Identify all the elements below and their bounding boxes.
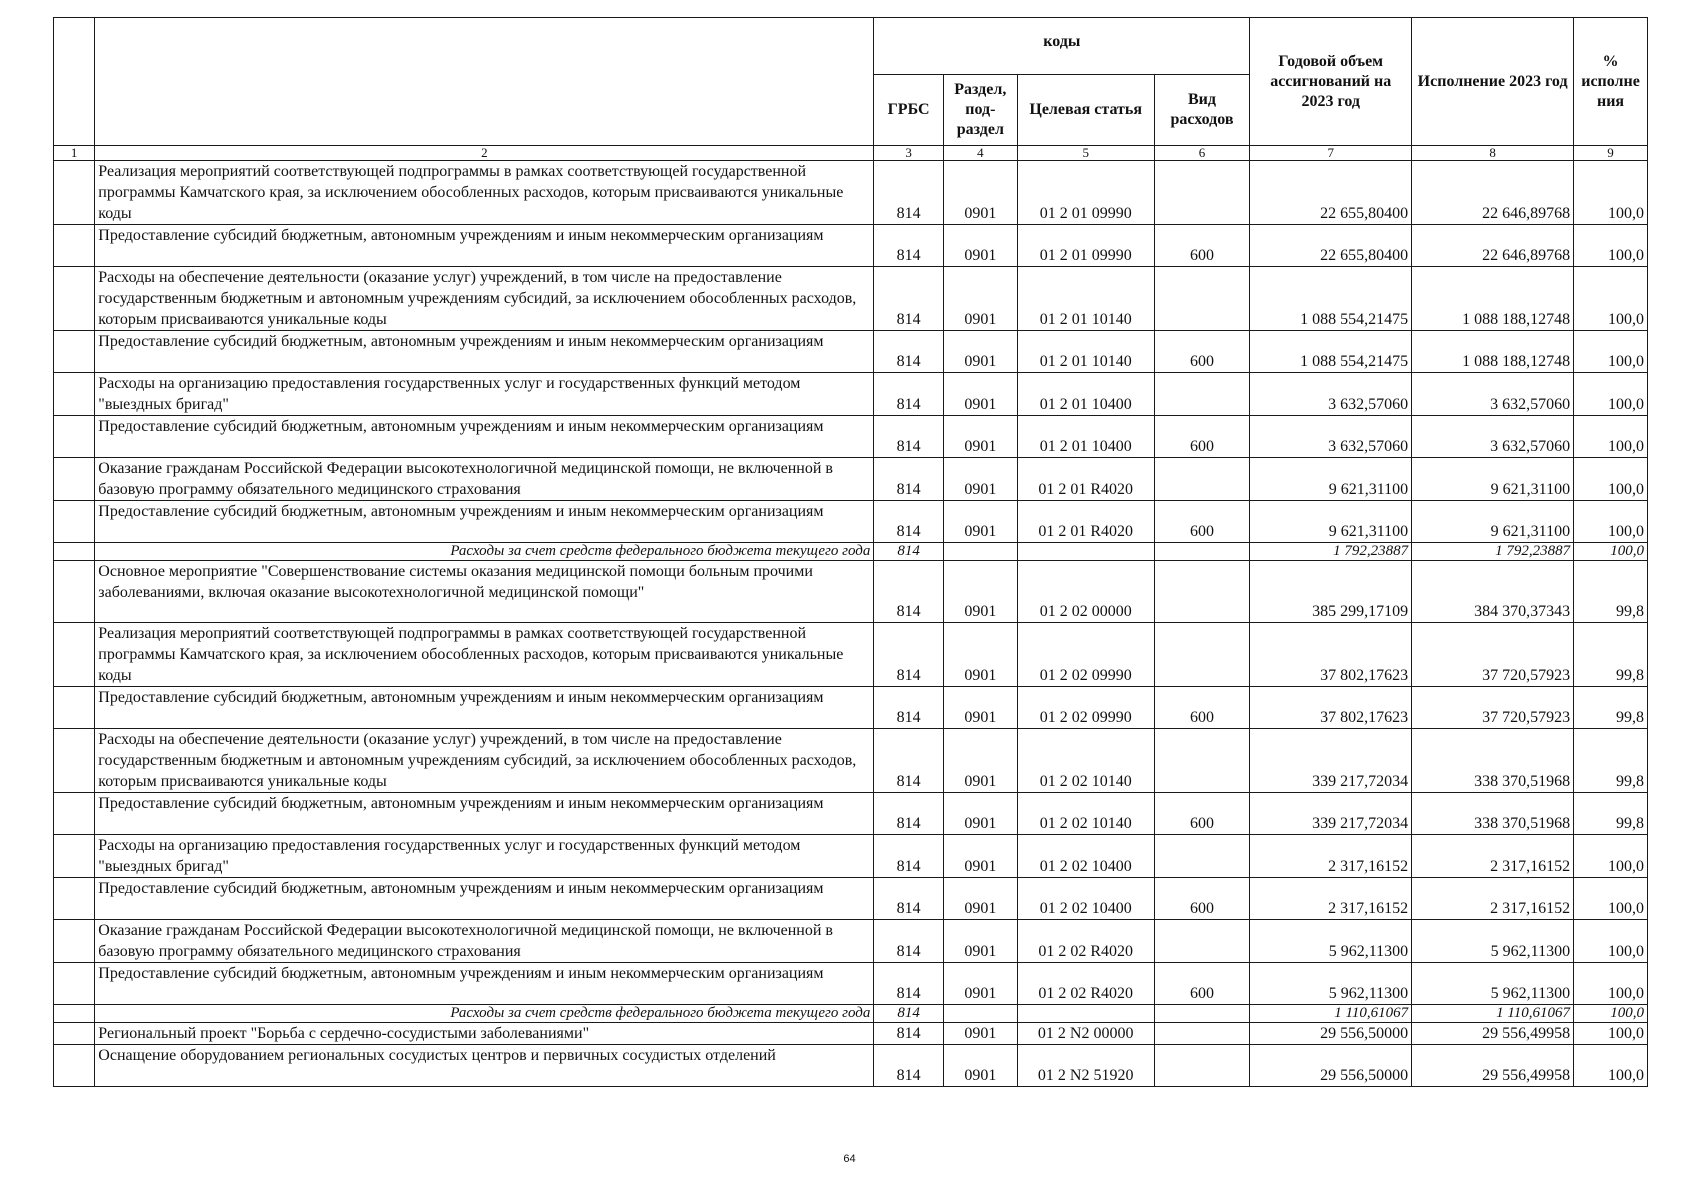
- expense-type-code: 600: [1154, 501, 1250, 543]
- target-code: 01 2 01 09990: [1017, 161, 1154, 225]
- header-codes: коды: [874, 18, 1250, 75]
- column-number: 2: [95, 146, 874, 161]
- table-row: [54, 161, 1648, 225]
- table-body: [54, 161, 1648, 1087]
- percent-value: 100,0: [1574, 331, 1648, 373]
- execution-value: 22 646,89768: [1412, 225, 1574, 267]
- section-code: 0901: [943, 501, 1017, 543]
- execution-value: 22 646,89768: [1412, 161, 1574, 225]
- annual-volume-value: 3 632,57060: [1250, 416, 1412, 458]
- column-number: 7: [1250, 146, 1412, 161]
- grbs-code: 814: [874, 920, 944, 963]
- table-row: [54, 729, 1648, 793]
- execution-value: 1 792,23887: [1412, 543, 1574, 561]
- expense-type-code: 600: [1154, 331, 1250, 373]
- item-name: Реализация мероприятий соответствующей подпрограммы в рамках соответствующей государственной программы Камчатского края, за исключением обособленных расходов, которым присваиваются уникальные коды: [95, 623, 874, 687]
- section-code: 0901: [943, 267, 1017, 331]
- annual-volume-value: 1 088 554,21475: [1250, 267, 1412, 331]
- annual-volume-value: 1 088 554,21475: [1250, 331, 1412, 373]
- grbs-code: 814: [874, 373, 944, 416]
- table-row: [54, 225, 1648, 267]
- execution-value: 1 088 188,12748: [1412, 331, 1574, 373]
- grbs-code: 814: [874, 687, 944, 729]
- target-code: 01 2 01 10140: [1017, 267, 1154, 331]
- grbs-code: 814: [874, 793, 944, 835]
- grbs-code: 814: [874, 835, 944, 878]
- item-name: Расходы за счет средств федерального бюджета текущего года: [95, 543, 874, 561]
- annual-volume-value: 5 962,11300: [1250, 920, 1412, 963]
- header-expense-type: Вид расходов: [1154, 75, 1250, 146]
- column-number: 3: [874, 146, 944, 161]
- section-code: 0901: [943, 331, 1017, 373]
- section-code: 0901: [943, 878, 1017, 920]
- section-code: 0901: [943, 793, 1017, 835]
- target-code: 01 2 01 10400: [1017, 416, 1154, 458]
- table-row: [54, 835, 1648, 878]
- row-number-cell: [54, 793, 95, 835]
- expense-type-code: [1154, 920, 1250, 963]
- execution-value: 338 370,51968: [1412, 793, 1574, 835]
- target-code: 01 2 02 R4020: [1017, 920, 1154, 963]
- header-name-cell: [95, 18, 874, 146]
- federal-budget-row: [54, 543, 1648, 561]
- table-row: [54, 920, 1648, 963]
- section-code: 0901: [943, 416, 1017, 458]
- header-blank-cell: [54, 18, 95, 146]
- item-name: Реализация мероприятий соответствующей подпрограммы в рамках соответствующей государственной программы Камчатского края, за исключением обособленных расходов, которым присваиваются уникальные коды: [95, 161, 874, 225]
- execution-value: 5 962,11300: [1412, 963, 1574, 1005]
- target-code: 01 2 02 10400: [1017, 878, 1154, 920]
- execution-value: 5 962,11300: [1412, 920, 1574, 963]
- table-row: [54, 878, 1648, 920]
- percent-value: 100,0: [1574, 1005, 1648, 1023]
- page-number: 64: [843, 1153, 856, 1165]
- table-row: [54, 687, 1648, 729]
- target-code: 01 2 02 10140: [1017, 793, 1154, 835]
- grbs-code: 814: [874, 1005, 944, 1023]
- annual-volume-value: 2 317,16152: [1250, 835, 1412, 878]
- table-row: [54, 1045, 1648, 1087]
- section-code: 0901: [943, 729, 1017, 793]
- target-code: 01 2 01 09990: [1017, 225, 1154, 267]
- execution-value: 37 720,57923: [1412, 687, 1574, 729]
- percent-value: 99,8: [1574, 623, 1648, 687]
- column-number: 6: [1154, 146, 1250, 161]
- table-row: [54, 267, 1648, 331]
- expense-type-code: [1154, 373, 1250, 416]
- expense-type-code: 600: [1154, 416, 1250, 458]
- target-code: [1017, 1005, 1154, 1023]
- percent-value: 100,0: [1574, 1023, 1648, 1045]
- execution-value: 2 317,16152: [1412, 878, 1574, 920]
- expense-type-code: 600: [1154, 793, 1250, 835]
- table-row: [54, 963, 1648, 1005]
- annual-volume-value: 29 556,50000: [1250, 1023, 1412, 1045]
- row-number-cell: [54, 1023, 95, 1045]
- item-name: Расходы на организацию предоставления государственных услуг и государственных функций методом "выездных бригад": [95, 835, 874, 878]
- section-code: 0901: [943, 623, 1017, 687]
- column-number: 1: [54, 146, 95, 161]
- percent-value: 100,0: [1574, 963, 1648, 1005]
- grbs-code: 814: [874, 963, 944, 1005]
- target-code: 01 2 01 R4020: [1017, 501, 1154, 543]
- annual-volume-value: 22 655,80400: [1250, 225, 1412, 267]
- target-code: 01 2 N2 51920: [1017, 1045, 1154, 1087]
- annual-volume-value: 3 632,57060: [1250, 373, 1412, 416]
- section-code: 0901: [943, 561, 1017, 623]
- item-name: Расходы за счет средств федерального бюджета текущего года: [95, 1005, 874, 1023]
- expense-type-code: [1154, 1023, 1250, 1045]
- section-code: 0901: [943, 1045, 1017, 1087]
- grbs-code: 814: [874, 267, 944, 331]
- annual-volume-value: 339 217,72034: [1250, 793, 1412, 835]
- section-code: 0901: [943, 920, 1017, 963]
- section-code: 0901: [943, 458, 1017, 501]
- section-code: 0901: [943, 161, 1017, 225]
- expense-type-code: [1154, 1045, 1250, 1087]
- item-name: Расходы на организацию предоставления государственных услуг и государственных функций методом "выездных бригад": [95, 373, 874, 416]
- grbs-code: 814: [874, 623, 944, 687]
- percent-value: 100,0: [1574, 543, 1648, 561]
- table-row: [54, 458, 1648, 501]
- expense-type-code: 600: [1154, 878, 1250, 920]
- item-name: Расходы на обеспечение деятельности (оказание услуг) учреждений, в том числе на предоставление государственным бюджетным и автономным учреждениям субсидий, за исключением обособленных расходов, которым присваиваются уникальные коды: [95, 729, 874, 793]
- percent-value: 100,0: [1574, 835, 1648, 878]
- grbs-code: 814: [874, 501, 944, 543]
- execution-value: 338 370,51968: [1412, 729, 1574, 793]
- percent-value: 100,0: [1574, 920, 1648, 963]
- annual-volume-value: 5 962,11300: [1250, 963, 1412, 1005]
- header-annual-volume: Годовой объем ассигнований на 2023 год: [1250, 18, 1412, 146]
- percent-value: 100,0: [1574, 373, 1648, 416]
- execution-value: 384 370,37343: [1412, 561, 1574, 623]
- section-code: 0901: [943, 963, 1017, 1005]
- section-code: [943, 1005, 1017, 1023]
- grbs-code: 814: [874, 331, 944, 373]
- table-row: [54, 331, 1648, 373]
- annual-volume-value: 29 556,50000: [1250, 1045, 1412, 1087]
- section-code: [943, 543, 1017, 561]
- header-execution: Исполнение 2023 год: [1412, 18, 1574, 146]
- execution-value: 9 621,31100: [1412, 458, 1574, 501]
- row-number-cell: [54, 501, 95, 543]
- expense-type-code: 600: [1154, 963, 1250, 1005]
- row-number-cell: [54, 225, 95, 267]
- annual-volume-value: 339 217,72034: [1250, 729, 1412, 793]
- execution-value: 2 317,16152: [1412, 835, 1574, 878]
- federal-budget-row: [54, 1005, 1648, 1023]
- row-number-cell: [54, 161, 95, 225]
- execution-value: 37 720,57923: [1412, 623, 1574, 687]
- target-code: 01 2 01 10400: [1017, 373, 1154, 416]
- percent-value: 99,8: [1574, 793, 1648, 835]
- target-code: 01 2 N2 00000: [1017, 1023, 1154, 1045]
- item-name: Основное мероприятие "Совершенствование системы оказания медицинской помощи больным прочими заболеваниями, включая оказание высокотехнологичной медицинской помощи": [95, 561, 874, 623]
- row-number-cell: [54, 1005, 95, 1023]
- annual-volume-value: 22 655,80400: [1250, 161, 1412, 225]
- section-code: 0901: [943, 373, 1017, 416]
- execution-value: 3 632,57060: [1412, 416, 1574, 458]
- percent-value: 100,0: [1574, 1045, 1648, 1087]
- header-grbs: ГРБС: [874, 75, 944, 146]
- section-code: 0901: [943, 835, 1017, 878]
- target-code: 01 2 01 10140: [1017, 331, 1154, 373]
- target-code: 01 2 02 09990: [1017, 687, 1154, 729]
- item-name: Предоставление субсидий бюджетным, автономным учреждениям и иным некоммерческим организациям: [95, 331, 874, 373]
- item-name: Предоставление субсидий бюджетным, автономным учреждениям и иным некоммерческим организациям: [95, 501, 874, 543]
- item-name: Региональный проект "Борьба с сердечно-сосудистыми заболеваниями": [95, 1023, 874, 1045]
- expense-type-code: [1154, 543, 1250, 561]
- target-code: [1017, 543, 1154, 561]
- table-row: [54, 373, 1648, 416]
- row-number-cell: [54, 878, 95, 920]
- expense-type-code: [1154, 1005, 1250, 1023]
- row-number-cell: [54, 920, 95, 963]
- grbs-code: 814: [874, 416, 944, 458]
- target-code: 01 2 02 10400: [1017, 835, 1154, 878]
- percent-value: 99,8: [1574, 561, 1648, 623]
- table-row: [54, 1023, 1648, 1045]
- percent-value: 100,0: [1574, 225, 1648, 267]
- item-name: Предоставление субсидий бюджетным, автономным учреждениям и иным некоммерческим организациям: [95, 878, 874, 920]
- header-row-top: [54, 18, 1648, 75]
- row-number-cell: [54, 267, 95, 331]
- target-code: 01 2 02 09990: [1017, 623, 1154, 687]
- row-number-cell: [54, 1045, 95, 1087]
- annual-volume-value: 1 792,23887: [1250, 543, 1412, 561]
- row-number-cell: [54, 729, 95, 793]
- section-code: 0901: [943, 687, 1017, 729]
- column-number: 5: [1017, 146, 1154, 161]
- expense-type-code: [1154, 729, 1250, 793]
- budget-execution-table: [53, 17, 1648, 1087]
- annual-volume-value: 385 299,17109: [1250, 561, 1412, 623]
- item-name: Предоставление субсидий бюджетным, автономным учреждениям и иным некоммерческим организациям: [95, 416, 874, 458]
- annual-volume-value: 37 802,17623: [1250, 623, 1412, 687]
- row-number-cell: [54, 416, 95, 458]
- grbs-code: 814: [874, 161, 944, 225]
- column-numbers-row: [54, 146, 1648, 161]
- row-number-cell: [54, 458, 95, 501]
- column-number: 4: [943, 146, 1017, 161]
- execution-value: 1 110,61067: [1412, 1005, 1574, 1023]
- table-row: [54, 561, 1648, 623]
- execution-value: 29 556,49958: [1412, 1023, 1574, 1045]
- expense-type-code: 600: [1154, 687, 1250, 729]
- header-section: Раздел, под-раздел: [943, 75, 1017, 146]
- expense-type-code: [1154, 835, 1250, 878]
- grbs-code: 814: [874, 729, 944, 793]
- item-name: Предоставление субсидий бюджетным, автономным учреждениям и иным некоммерческим организациям: [95, 793, 874, 835]
- row-number-cell: [54, 623, 95, 687]
- row-number-cell: [54, 331, 95, 373]
- column-number: 9: [1574, 146, 1648, 161]
- percent-value: 100,0: [1574, 458, 1648, 501]
- section-code: 0901: [943, 1023, 1017, 1045]
- header-percent: % исполне ния: [1574, 18, 1648, 146]
- table-row: [54, 501, 1648, 543]
- row-number-cell: [54, 373, 95, 416]
- percent-value: 100,0: [1574, 267, 1648, 331]
- percent-value: 100,0: [1574, 501, 1648, 543]
- item-name: Предоставление субсидий бюджетным, автономным учреждениям и иным некоммерческим организациям: [95, 225, 874, 267]
- expense-type-code: [1154, 161, 1250, 225]
- annual-volume-value: 2 317,16152: [1250, 878, 1412, 920]
- item-name: Расходы на обеспечение деятельности (оказание услуг) учреждений, в том числе на предоставление государственным бюджетным и автономным учреждениям субсидий, за исключением обособленных расходов, которым присваиваются уникальные коды: [95, 267, 874, 331]
- execution-value: 9 621,31100: [1412, 501, 1574, 543]
- item-name: Оказание гражданам Российской Федерации высокотехнологичной медицинской помощи, не включенной в базовую программу обязательного медицинского страхования: [95, 920, 874, 963]
- grbs-code: 814: [874, 878, 944, 920]
- percent-value: 100,0: [1574, 416, 1648, 458]
- row-number-cell: [54, 835, 95, 878]
- grbs-code: 814: [874, 225, 944, 267]
- annual-volume-value: 37 802,17623: [1250, 687, 1412, 729]
- percent-value: 99,8: [1574, 687, 1648, 729]
- percent-value: 100,0: [1574, 878, 1648, 920]
- table-row: [54, 416, 1648, 458]
- percent-value: 100,0: [1574, 161, 1648, 225]
- annual-volume-value: 1 110,61067: [1250, 1005, 1412, 1023]
- item-name: Оказание гражданам Российской Федерации высокотехнологичной медицинской помощи, не включенной в базовую программу обязательного медицинского страхования: [95, 458, 874, 501]
- expense-type-code: [1154, 267, 1250, 331]
- row-number-cell: [54, 543, 95, 561]
- item-name: Предоставление субсидий бюджетным, автономным учреждениям и иным некоммерческим организациям: [95, 963, 874, 1005]
- grbs-code: 814: [874, 543, 944, 561]
- target-code: 01 2 02 10140: [1017, 729, 1154, 793]
- annual-volume-value: 9 621,31100: [1250, 501, 1412, 543]
- grbs-code: 814: [874, 458, 944, 501]
- execution-value: 3 632,57060: [1412, 373, 1574, 416]
- execution-value: 1 088 188,12748: [1412, 267, 1574, 331]
- header-target-item: Целевая статья: [1017, 75, 1154, 146]
- percent-value: 99,8: [1574, 729, 1648, 793]
- expense-type-code: [1154, 623, 1250, 687]
- table-row: [54, 793, 1648, 835]
- row-number-cell: [54, 687, 95, 729]
- target-code: 01 2 01 R4020: [1017, 458, 1154, 501]
- target-code: 01 2 02 R4020: [1017, 963, 1154, 1005]
- grbs-code: 814: [874, 1045, 944, 1087]
- annual-volume-value: 9 621,31100: [1250, 458, 1412, 501]
- execution-value: 29 556,49958: [1412, 1045, 1574, 1087]
- row-number-cell: [54, 963, 95, 1005]
- expense-type-code: 600: [1154, 225, 1250, 267]
- expense-type-code: [1154, 458, 1250, 501]
- grbs-code: 814: [874, 561, 944, 623]
- column-number: 8: [1412, 146, 1574, 161]
- item-name: Оснащение оборудованием региональных сосудистых центров и первичных сосудистых отделений: [95, 1045, 874, 1087]
- grbs-code: 814: [874, 1023, 944, 1045]
- table-row: [54, 623, 1648, 687]
- expense-type-code: [1154, 561, 1250, 623]
- row-number-cell: [54, 561, 95, 623]
- target-code: 01 2 02 00000: [1017, 561, 1154, 623]
- section-code: 0901: [943, 225, 1017, 267]
- item-name: Предоставление субсидий бюджетным, автономным учреждениям и иным некоммерческим организациям: [95, 687, 874, 729]
